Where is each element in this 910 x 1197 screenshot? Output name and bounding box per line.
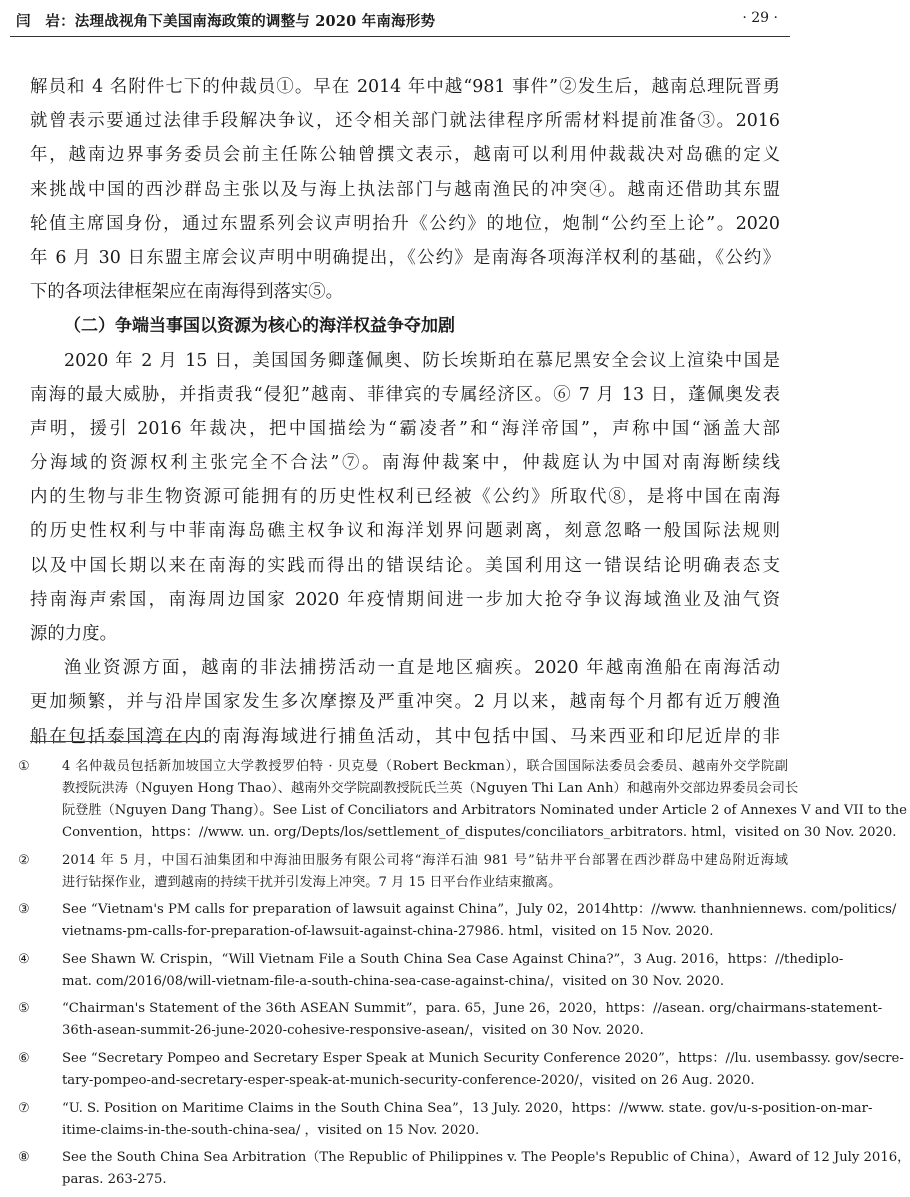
footnote-6 — [18, 1048, 904, 1092]
text-line: 声明，援引 2016 年裁决，把中国描绘为“霸凌者”和“海洋帝国”，声称中国“涵盖大部 — [30, 418, 780, 439]
footnote-line: See Shawn W. Crispin，“Will Vietnam File a South China Sea Case Against China?”，3 Aug. 2016，https：//thediplo- — [62, 951, 844, 967]
footnote-mark: ③ — [18, 902, 30, 918]
footnote-line: 36th-asean-summit-26-june-2020-cohesive-responsive-asean/，visited on 30 Nov. 2020. — [62, 1023, 644, 1039]
text-line: 源的力度。 — [30, 624, 117, 644]
main-text — [30, 70, 780, 754]
footnote-line: 2014 年 5 月，中国石油集团和中海油田服务有限公司将“海洋石油 981 号”钻井平台部署在西沙群岛中建岛附近海域 — [62, 852, 788, 868]
footnote-line: “Chairman's Statement of the 36th ASEAN Summit”，para. 65，June 26，2020，https：//asean. org/chairmans-statement- — [62, 1001, 883, 1017]
footnote-4 — [18, 949, 844, 993]
footnote-line: 4 名仲裁员包括新加坡国立大学教授罗伯特 · 贝克曼（Robert Beckman），联合国国际法委员会委员、越南外交学院副 — [62, 759, 788, 774]
footnote-mark: ④ — [18, 951, 30, 967]
footnote-line: 进行钻探作业，遭到越南的持续干扰并引发海上冲突。7 月 15 日平台作业结束撤离。 — [62, 874, 562, 890]
text-line: 就曾表示要通过法律手段解决争议，还令相关部门就法律程序所需材料提前准备③。2016 — [30, 111, 780, 132]
section-heading: （二）争端当事国以资源为核心的海洋权益争夺加剧 — [64, 316, 455, 337]
text-line: 船在包括泰国湾在内的南海海域进行捕鱼活动，其中包括中国、马来西亚和印尼近岸的非 — [30, 726, 780, 747]
text-line: 更加频繁，并与沿岸国家发生多次摩擦及严重冲突。2 月以来，越南每个月都有近万艘渔 — [30, 692, 780, 713]
footnote-mark: ① — [18, 759, 30, 774]
footnote-line: tary-pompeo-and-secretary-esper-speak-at-munich-security-conference-2020/，visited on 26 Aug. 2020. — [62, 1072, 755, 1088]
footnote-mark: ⑧ — [18, 1150, 30, 1166]
footnote-line: itime-claims-in-the-south-china-sea/ ，visited on 15 Nov. 2020. — [62, 1122, 480, 1138]
text-line: 南海的最大威胁，并指责我“侵犯”越南、菲律宾的专属经济区。⑥ 7 月 13 日，蓬佩奥发表 — [30, 384, 780, 405]
footnote-7 — [18, 1098, 873, 1142]
text-line: 2020 年 2 月 15 日，美国国务卿蓬佩奥、防长埃斯珀在慕尼黑安全会议上渲染中国是 — [64, 350, 780, 371]
text-line: 内的生物与非生物资源可能拥有的历史性权利已经被《公约》所取代⑧，是将中国在南海 — [30, 487, 780, 508]
footnote-5 — [18, 998, 883, 1042]
footnote-8 — [18, 1147, 910, 1191]
footnote-mark: ⑤ — [18, 1001, 30, 1017]
text-line: 渔业资源方面，越南的非法捕捞活动一直是地区痼疾。2020 年越南渔船在南海活动 — [64, 658, 780, 679]
footnote-line: Convention，https：//www. un. org/Depts/los/settlement_of_disputes/conciliators_arbitrators. html，visited on 30 Nov. 2020. — [62, 825, 897, 840]
text-line: 解员和 4 名附件七下的仲裁员①。早在 2014 年中越“981 事件”②发生后，越南总理阮晋勇 — [30, 77, 780, 97]
footnote-line: See “Secretary Pompeo and Secretary Esper Speak at Munich Security Conference 2020”，https：//lu. usembassy. gov/secre- — [62, 1050, 904, 1066]
footnote-line: vietnams-pm-calls-for-preparation-of-lawsuit-against-china-27986. html，visited on 15 Nov. 2020. — [62, 924, 714, 940]
footnote-2 — [18, 850, 788, 894]
footnote-1 — [18, 756, 907, 844]
footnote-line: See the South China Sea Arbitration（The Republic of Philippines v. The People's Republic of China），Award of 12 July 2016， — [62, 1150, 910, 1166]
text-line: 分海域的资源权利主张完全不合法”⑦。南海仲裁案中，仲裁庭认为中国对南海断续线 — [30, 453, 780, 474]
footnote-mark: ⑦ — [18, 1100, 30, 1116]
text-line: 以及中国长期以来在南海的实践而得出的错误结论。美国利用这一错误结论明确表态支 — [30, 555, 780, 576]
text-line: 年 6 月 30 日东盟主席会议声明中明确提出，《公约》是南海各项海洋权利的基础，《公约》 — [30, 247, 780, 268]
text-line: 来挑战中国的西沙群岛主张以及与海上执法部门与越南渔民的冲突④。越南还借助其东盟 — [30, 179, 780, 200]
footnote-line: 教授阮洪涛（Nguyen Hong Thao）、越南外交学院副教授阮氏兰英（Nguyen Thi Lan Anh）和越南外交部边界委员会司长 — [62, 781, 799, 796]
footnote-line: mat. com/2016/08/will-vietnam-file-a-south-china-sea-case-against-china/，visited on 30 Nov. 2020. — [62, 973, 725, 989]
footnote-line: 阮登胜（Nguyen Dang Thang）。See List of Conciliators and Arbitrators Nominated under Article 2 of Annexes V and VII to the — [62, 803, 907, 818]
text-line: 下的各项法律框架应在南海得到落实⑤。 — [30, 282, 344, 303]
running-header — [0, 0, 800, 42]
text-line: 的历史性权利与中菲南海岛礁主权争议和海洋划界问题剥离，刻意忽略一般国际法规则 — [30, 521, 780, 542]
footnote-line: “U. S. Position on Maritime Claims in the South China Sea”，13 July. 2020，https：//www. state. gov/u-s-position-on-mar- — [62, 1100, 873, 1116]
text-line: 轮值主席国身份，通过东盟系列会议声明抬升《公约》的地位，炮制“公约至上论”。2020 — [30, 213, 780, 234]
footnote-line: paras. 263-275. — [62, 1172, 167, 1188]
text-line: 年，越南边界事务委员会前主任陈公轴曾撰文表示，越南可以利用仲裁裁决对岛礁的定义 — [30, 145, 780, 166]
footnote-3 — [18, 899, 897, 943]
footnotes — [18, 756, 910, 1197]
footnote-mark: ② — [18, 852, 30, 868]
footnote-mark: ⑥ — [18, 1050, 30, 1066]
running-title: 闫 岩：法理战视角下美国南海政策的调整与 2020 年南海形势 — [16, 13, 436, 30]
text-line: 持南海声索国，南海周边国家 2020 年疫情期间进一步加大抢夺争议海域渔业及油气资 — [30, 589, 780, 610]
footnote-rule — [30, 741, 208, 742]
header-rule — [10, 36, 790, 37]
footnote-line: See “Vietnam's PM calls for preparation of lawsuit against China”，July 02，2014http：//www. thanhniennews. com/politics/ — [62, 902, 897, 918]
page-number: · 29 · — [742, 10, 778, 26]
